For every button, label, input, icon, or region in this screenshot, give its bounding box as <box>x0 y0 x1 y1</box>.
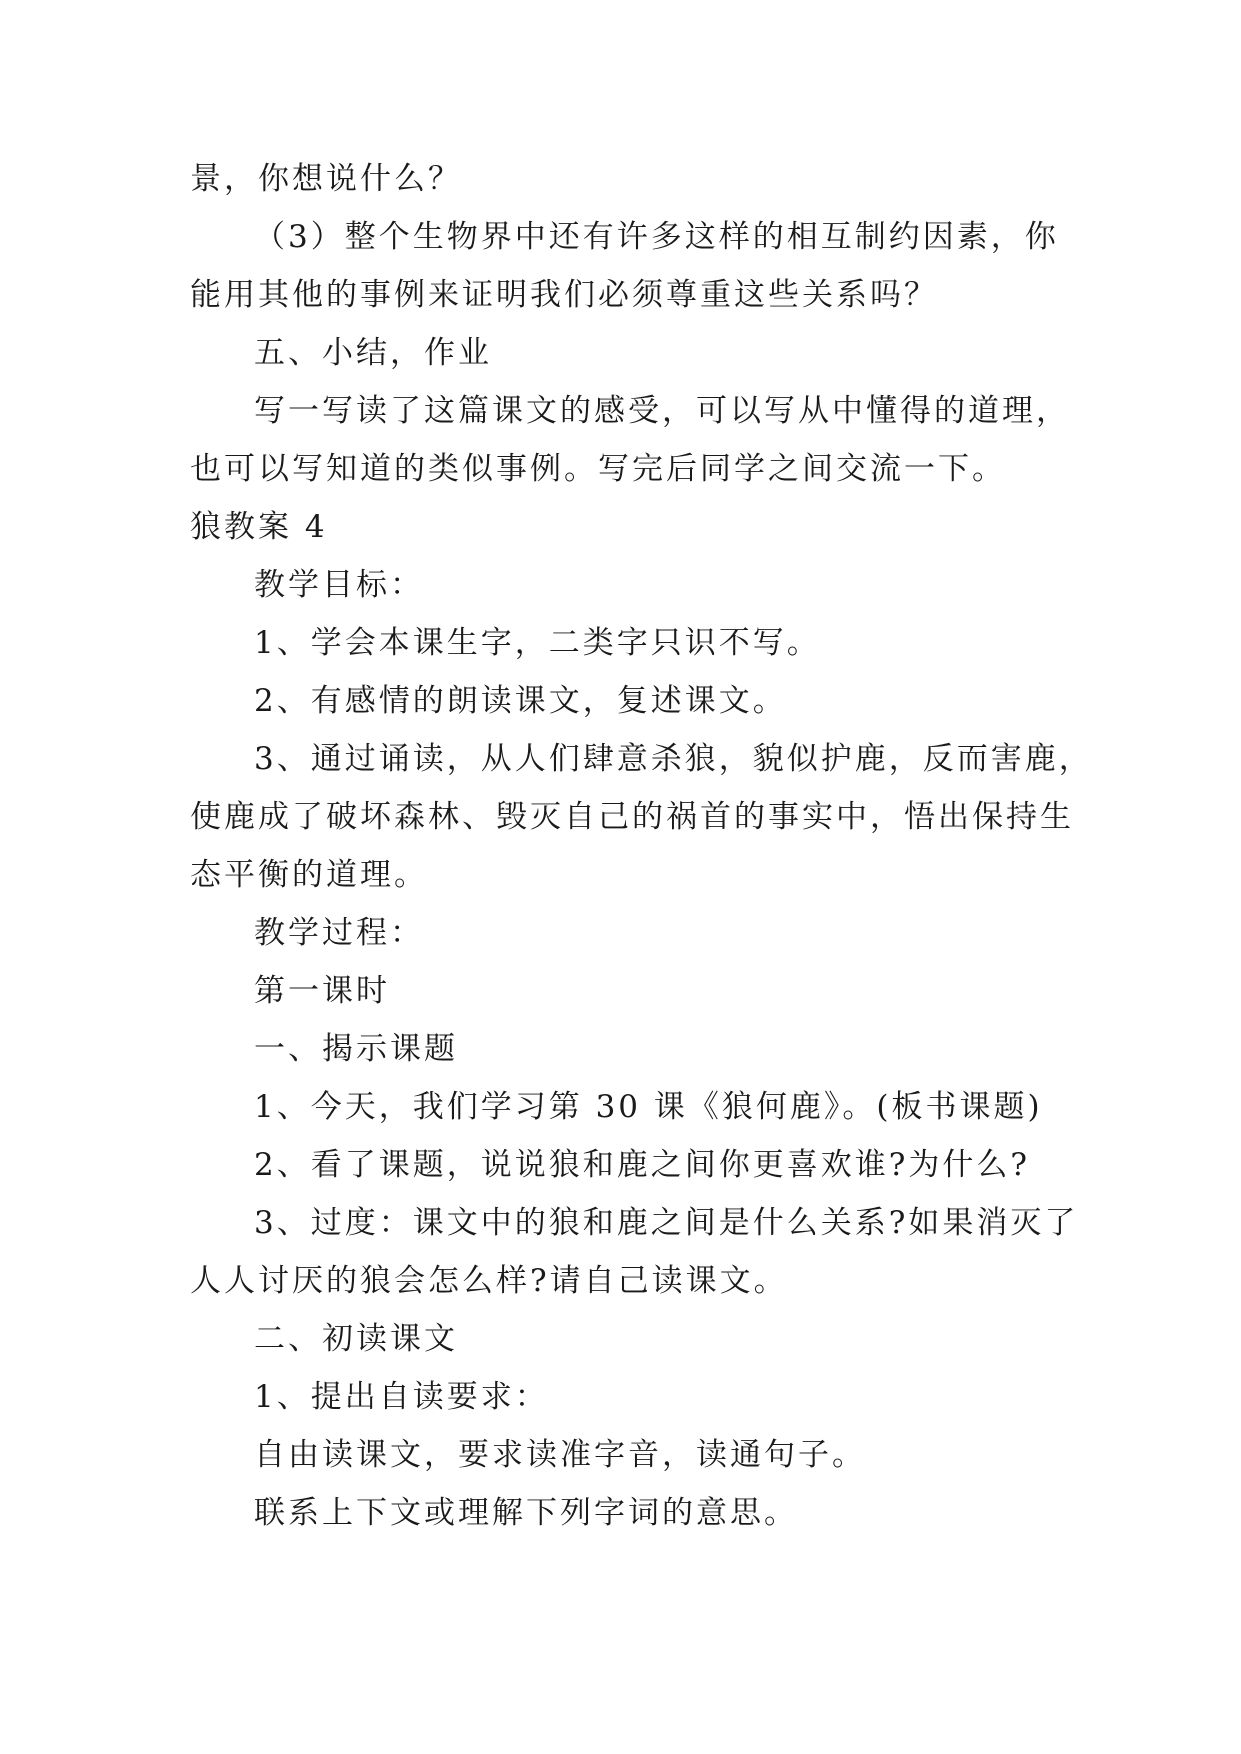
list-item: 1、提出自读要求： <box>254 1379 549 1415</box>
section-heading: 二、初读课文 <box>254 1321 458 1357</box>
text-line: 写一写读了这篇课文的感受，可以写从中懂得的道理， <box>254 393 1070 429</box>
section-heading: 第一课时 <box>254 973 390 1009</box>
document-title: 狼教案 4 <box>190 509 328 545</box>
document-page <box>190 150 1093 1542</box>
list-item: 2、看了课题，说说狼和鹿之间你更喜欢谁?为什么? <box>254 1147 1030 1183</box>
text-line: 能用其他的事例来证明我们必须尊重这些关系吗？ <box>190 277 938 313</box>
text-line: 景，你想说什么？ <box>190 161 462 197</box>
text-line: 态平衡的道理。 <box>190 857 428 893</box>
section-heading: 教学目标： <box>254 567 424 603</box>
text-line: 自由读课文，要求读准字音，读通句子。 <box>254 1437 866 1473</box>
text-line: 也可以写知道的类似事例。写完后同学之间交流一下。 <box>190 451 1006 487</box>
text-line: 联系上下文或理解下列字词的意思。 <box>254 1495 798 1531</box>
list-item: 1、今天，我们学习第 30 课《狼何鹿》。(板书课题) <box>254 1089 1043 1125</box>
list-item: 3、过度：课文中的狼和鹿之间是什么关系?如果消灭了 <box>254 1205 1079 1241</box>
list-item: 3、通过诵读，从人们肆意杀狼，貌似护鹿，反而害鹿， <box>254 741 1093 777</box>
section-heading: 五、小结，作业 <box>254 335 492 371</box>
text-line: 人人讨厌的狼会怎么样?请自己读课文。 <box>190 1263 788 1299</box>
section-heading: 一、揭示课题 <box>254 1031 458 1067</box>
text-line: 使鹿成了破坏森林、毁灭自己的祸首的事实中，悟出保持生 <box>190 799 1074 835</box>
list-item: 1、学会本课生字，二类字只识不写。 <box>254 625 821 661</box>
text-line: （3）整个生物界中还有许多这样的相互制约因素，你 <box>254 219 1059 255</box>
section-heading: 教学过程： <box>254 915 424 951</box>
list-item: 2、有感情的朗读课文，复述课文。 <box>254 683 787 719</box>
